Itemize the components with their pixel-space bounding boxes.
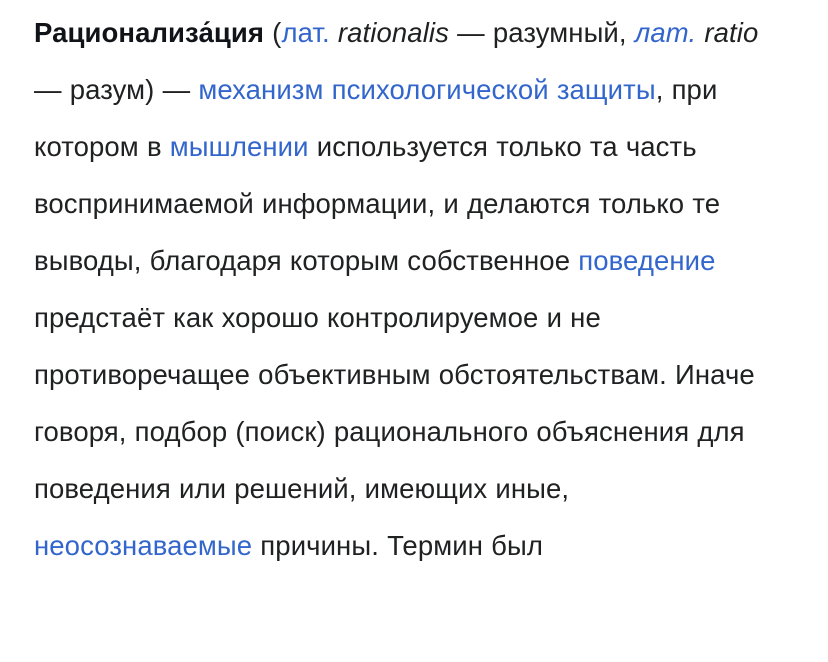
link-latin-abbr-1[interactable]: лат.	[281, 17, 330, 48]
link-latin-abbr-2[interactable]: лат.	[634, 17, 697, 48]
body-text-1: , при котором в	[34, 74, 718, 162]
dash-text-2: — разум) —	[34, 74, 199, 105]
lead-paragraph	[34, 4, 794, 574]
dash-text-1: — разумный,	[448, 17, 635, 48]
link-unconscious[interactable]: неосознаваемые	[34, 530, 253, 561]
space-1	[330, 17, 338, 48]
link-psychological-defense-mechanism[interactable]: механизм психологической защиты	[198, 74, 656, 105]
open-paren-text: (	[264, 17, 282, 48]
body-text-4: причины. Термин был	[252, 530, 543, 561]
body-text-2: используется только та часть воспринимаемой информации, и делаются только те выводы, благодаря которым собственное	[34, 131, 721, 276]
body-text-3: предстаёт как хорошо контролируемое и не противоречащее объективным обстоятельствам. Иначе говоря, подбор (поиск) рационального объяснения для поведения или решений, имеющих иные,	[34, 302, 755, 504]
link-behavior[interactable]: поведение	[578, 245, 716, 276]
latin-word-ratio: ratio	[704, 17, 759, 48]
latin-word-rationalis: rationalis	[337, 17, 449, 48]
article-term: Рационализа́ция	[34, 17, 265, 48]
link-thinking[interactable]: мышлении	[169, 131, 309, 162]
